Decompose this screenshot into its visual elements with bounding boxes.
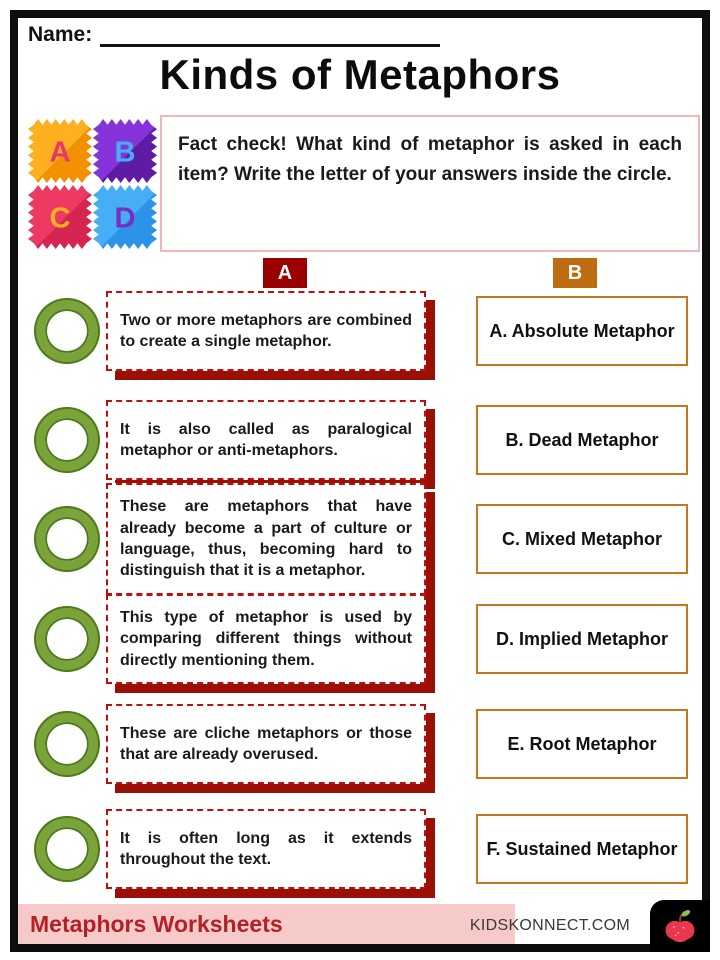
worksheet-series-label: Metaphors Worksheets: [30, 910, 283, 937]
answer-option-b: B. Dead Metaphor: [476, 405, 688, 475]
answer-option-e: E. Root Metaphor: [476, 709, 688, 779]
answer-option-c: C. Mixed Metaphor: [476, 504, 688, 574]
item-row: [18, 394, 702, 486]
question-box-3: [106, 483, 426, 594]
answer-option-d: D. Implied Metaphor: [476, 604, 688, 674]
answer-option-f: F. Sustained Metaphor: [476, 814, 688, 884]
apple-icon: [663, 907, 697, 945]
footer-bar: [18, 904, 515, 944]
question-box-5: [106, 704, 426, 784]
question-text: These are metaphors that have already become a part of culture or language, thus, becoming hard to distinguish that it is a metaphor.: [120, 498, 412, 580]
instruction-box: Fact check! What kind of metaphor is asked in each item? Write the letter of your answers inside the circle.: [160, 115, 700, 252]
column-header-a: A: [263, 258, 307, 288]
answer-circle-6[interactable]: [36, 818, 98, 880]
alphabet-puzzle-icon: [26, 117, 160, 254]
name-label: Name:: [28, 23, 93, 46]
puzzle-piece-a-icon: [26, 117, 94, 185]
brand-tab: [650, 900, 710, 952]
question-box-6: [106, 809, 426, 889]
puzzle-letter-b: B: [114, 136, 136, 169]
puzzle-piece-d-icon: [91, 183, 159, 251]
puzzle-letter-d: D: [114, 202, 136, 235]
name-input-line[interactable]: [100, 25, 440, 47]
column-header-b: B: [553, 258, 597, 288]
name-row: [28, 23, 440, 47]
answer-circle-1[interactable]: [36, 300, 98, 362]
question-text: Two or more metaphors are combined to create a single metaphor.: [120, 311, 412, 350]
question-box-4: [106, 594, 426, 684]
site-name: KIDSKONNECT.COM: [469, 917, 630, 934]
item-row: [18, 803, 702, 895]
item-row: [18, 493, 702, 585]
question-text: These are cliche metaphors or those that are already overused.: [120, 724, 412, 763]
puzzle-piece-b-icon: [91, 117, 159, 185]
item-row: [18, 698, 702, 790]
answer-circle-2[interactable]: [36, 409, 98, 471]
puzzle-piece-c-icon: [26, 183, 94, 251]
question-box-1: [106, 291, 426, 371]
question-text: It is also called as paralogical metaphor or anti-metaphors.: [120, 420, 412, 459]
item-row: [18, 593, 702, 685]
worksheet-page: [10, 10, 710, 952]
question-text: This type of metaphor is used by comparing different things without directly mentioning them.: [120, 609, 412, 669]
answer-option-a: A. Absolute Metaphor: [476, 296, 688, 366]
answer-circle-5[interactable]: [36, 713, 98, 775]
puzzle-letter-c: C: [49, 202, 71, 235]
page-title: Kinds of Metaphors: [159, 51, 561, 98]
item-row: [18, 285, 702, 377]
puzzle-letter-a: A: [49, 136, 71, 169]
question-box-2: [106, 400, 426, 480]
answer-circle-3[interactable]: [36, 508, 98, 570]
answer-circle-4[interactable]: [36, 608, 98, 670]
question-text: It is often long as it extends throughout the text.: [120, 829, 412, 868]
